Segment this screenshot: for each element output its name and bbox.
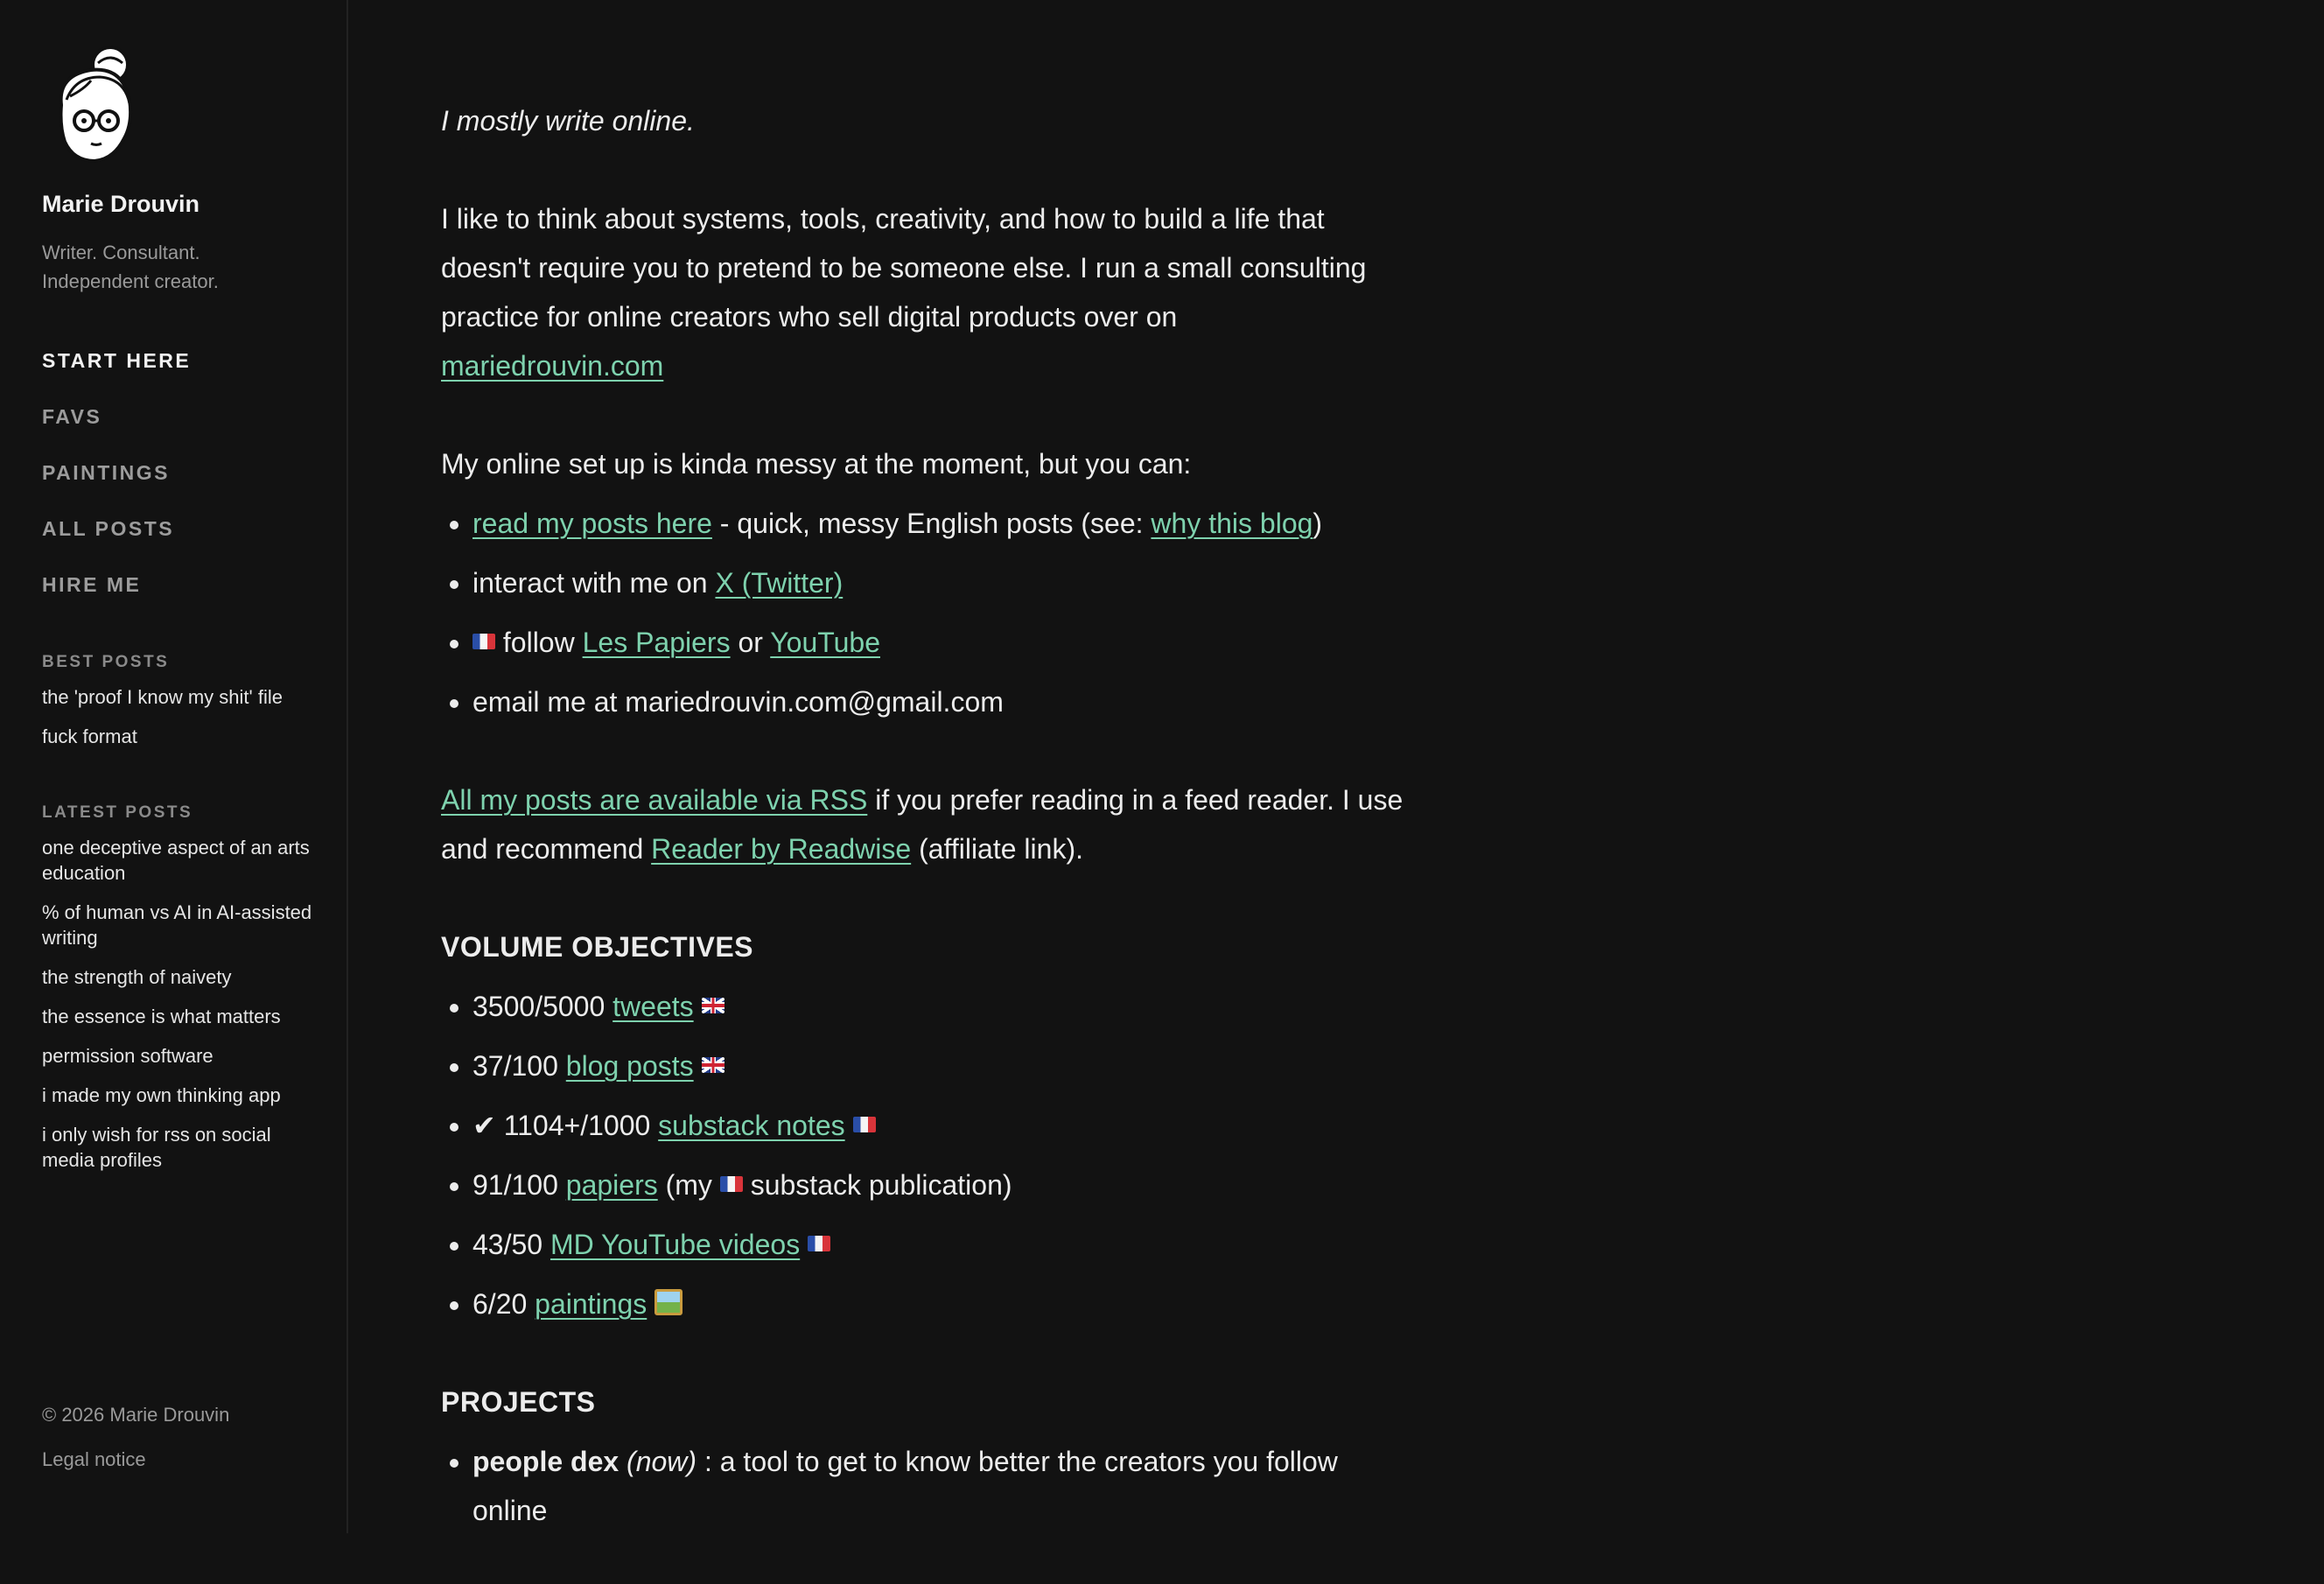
footer-copyright: © 2026 Marie Drouvin: [42, 1404, 230, 1426]
rss-paragraph: [441, 775, 1404, 873]
legal-notice-link[interactable]: Legal notice: [42, 1448, 146, 1470]
list-item: [472, 1269, 1404, 1328]
volume-objectives-heading: VOLUME OBJECTIVES: [441, 931, 753, 963]
latest-post-item[interactable]: i made my own thinking app: [42, 1084, 281, 1106]
rss-link[interactable]: All my posts are available via RSS: [441, 784, 868, 816]
setup-intro: My online set up is kinda messy at the moment, but you can:: [441, 448, 1192, 480]
papiers-link[interactable]: papiers: [565, 1169, 658, 1201]
rss-text: (affiliate link).: [911, 833, 1083, 865]
les-papiers-link[interactable]: Les Papiers: [582, 627, 731, 658]
tweets-link[interactable]: tweets: [612, 991, 694, 1022]
latest-post-item[interactable]: one deceptive aspect of an arts education: [42, 837, 310, 884]
blog-posts-link[interactable]: blog posts: [565, 1050, 694, 1082]
fr-flag-icon: [853, 1117, 876, 1132]
fr-flag-icon: [472, 634, 495, 649]
latest-post-item[interactable]: i only wish for rss on social media profiles: [42, 1124, 271, 1171]
latest-posts-heading: LATEST POSTS: [42, 803, 193, 822]
list-item: [472, 488, 1404, 548]
project-description: : a tool to get to know better the creators you follow online: [472, 1446, 1338, 1526]
list-item: [472, 607, 1404, 667]
list-item: [472, 1090, 1404, 1150]
paintings-link[interactable]: paintings: [535, 1288, 648, 1320]
uk-flag-icon: [702, 1057, 724, 1073]
fr-flag-icon: [720, 1176, 743, 1192]
nav-hire-me[interactable]: HIRE ME: [42, 573, 142, 596]
painting-icon: [654, 1289, 682, 1315]
latest-post-item[interactable]: the essence is what matters: [42, 1006, 281, 1027]
objective-count: 3500/5000: [472, 991, 613, 1022]
list-item-text: or: [730, 627, 771, 658]
best-post-item[interactable]: the 'proof I know my shit' file: [42, 686, 283, 708]
about-text: I like to think about systems, tools, creativity, and how to build a life that doesn't require you to pretend to be someone else. I run a small consulting practice for online creators who sell digital products over on: [441, 203, 1367, 333]
list-item-text: substack publication): [742, 1169, 1012, 1201]
latest-post-item[interactable]: the strength of naivety: [42, 966, 232, 988]
latest-post-item[interactable]: % of human vs AI in AI-assisted writing: [42, 901, 312, 949]
list-item-text: (my: [657, 1169, 720, 1201]
main-content: [441, 96, 1404, 1584]
list-item: [472, 1209, 1404, 1269]
list-item: [472, 548, 1404, 607]
projects-list: [441, 1426, 1404, 1535]
objective-count: 91/100: [472, 1169, 566, 1201]
rss-text: if you prefer reading in a feed reader. I use and recommend: [441, 784, 1404, 865]
latest-post-item[interactable]: permission software: [42, 1045, 214, 1067]
twitter-link[interactable]: X (Twitter): [715, 567, 844, 599]
youtube-videos-link[interactable]: MD YouTube videos: [550, 1229, 801, 1260]
uk-flag-icon: [702, 998, 724, 1013]
substack-notes-link[interactable]: substack notes: [658, 1110, 845, 1141]
nav-paintings[interactable]: PAINTINGS: [42, 461, 171, 484]
about-paragraph: [441, 194, 1404, 390]
readwise-link[interactable]: Reader by Readwise: [651, 833, 912, 865]
list-item: [472, 1150, 1404, 1209]
objective-count: ✔ 1104+/1000: [472, 1110, 659, 1141]
why-this-blog-link[interactable]: why this blog: [1151, 508, 1313, 539]
list-item: • email me at mariedrouvin.com@gmail.com: [472, 667, 1404, 726]
nav-favs[interactable]: FAVS: [42, 405, 102, 428]
objective-count: 6/20: [472, 1288, 536, 1320]
fr-flag-icon: [808, 1236, 830, 1251]
volume-objectives-list: [441, 971, 1404, 1328]
setup-list: [441, 488, 1404, 726]
projects-heading: PROJECTS: [441, 1386, 596, 1418]
site-title[interactable]: Marie Drouvin: [42, 191, 200, 217]
nav-start-here[interactable]: START HERE: [42, 349, 192, 372]
site-tagline: Writer. Consultant. Independent creator.: [42, 242, 219, 292]
list-item: [472, 971, 1404, 1031]
best-posts-list: [42, 684, 322, 763]
list-item: [472, 1031, 1404, 1090]
nav-all-posts[interactable]: ALL POSTS: [42, 517, 175, 540]
best-post-item[interactable]: fuck format: [42, 725, 137, 747]
latest-posts-list: [42, 835, 322, 1187]
list-item-text: - quick, messy English posts (see:: [711, 508, 1152, 539]
sidebar: [0, 0, 348, 1533]
objective-count: 43/50: [472, 1229, 550, 1260]
project-status: (now): [626, 1446, 697, 1477]
list-item-text: follow: [495, 627, 583, 658]
avatar-illustration[interactable]: [49, 44, 147, 165]
youtube-link[interactable]: YouTube: [770, 627, 880, 658]
main-nav: [42, 348, 191, 628]
list-item-text: ): [1312, 508, 1323, 539]
read-posts-link[interactable]: read my posts here: [472, 508, 712, 539]
list-item: [472, 1426, 1404, 1535]
project-name: people dex: [472, 1446, 620, 1477]
objective-count: 37/100: [472, 1050, 566, 1082]
list-item-text: interact with me on: [472, 567, 716, 599]
best-posts-heading: BEST POSTS: [42, 653, 170, 671]
intro-text: I mostly write online.: [441, 105, 695, 137]
mariedrouvin-link[interactable]: mariedrouvin.com: [441, 350, 664, 382]
